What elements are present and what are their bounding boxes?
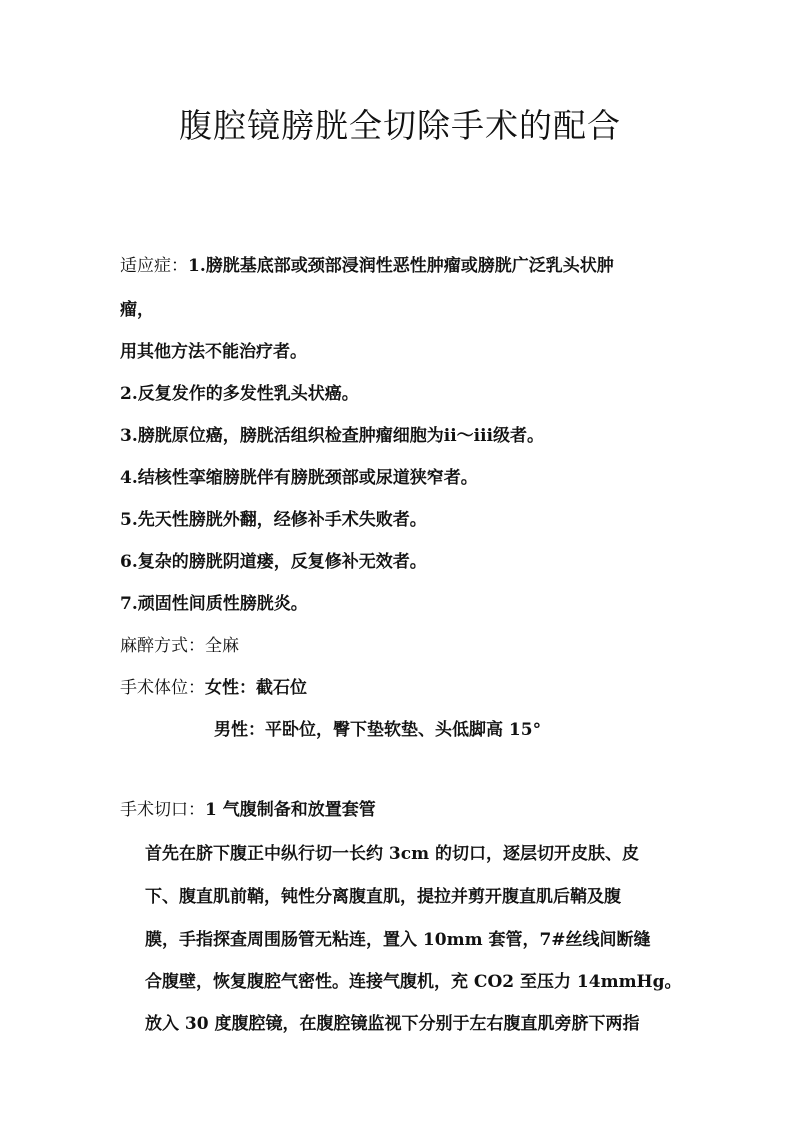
document-title: 腹腔镜膀胱全切除手术的配合 xyxy=(179,106,621,145)
indications-label: 适应症： xyxy=(120,256,188,276)
indication-item-3: 3.膀胱原位癌，膀胱活组织检查肿瘤细胞为ⅱ～ⅲ级者。 xyxy=(120,426,545,446)
indication-item-5: 5.先天性膀胱外翻，经修补手术失败者。 xyxy=(120,510,427,530)
position-male: 男性：平卧位，臀下垫软垫、头低脚高 15° xyxy=(214,720,542,740)
incision-paragraph-line: 放入 30 度腹腔镜，在腹腔镜监视下分别于左右腹直肌旁脐下两指 xyxy=(145,1014,640,1034)
position-line xyxy=(120,676,307,700)
indication-item-7: 7.顽固性间质性膀胱炎。 xyxy=(120,594,308,614)
incision-paragraph-line: 首先在脐下腹正中纵行切一长约 3cm 的切口，逐层切开皮肤、皮 xyxy=(145,844,640,864)
incision-step: 1 气腹制备和放置套管 xyxy=(205,800,376,820)
incision-paragraph-line: 下、腹直肌前鞘，钝性分离腹直肌，提拉并剪开腹直肌后鞘及腹 xyxy=(145,887,621,907)
indications-line-1 xyxy=(120,254,614,278)
anesthesia-value: 全麻 xyxy=(205,636,239,656)
indication-item-1-cont2: 用其他方法不能治疗者。 xyxy=(120,342,307,362)
indication-item-6: 6.复杂的膀胱阴道瘘，反复修补无效者。 xyxy=(120,552,427,572)
incision-label: 手术切口： xyxy=(120,800,205,820)
indication-item-4: 4.结核性挛缩膀胱伴有膀胱颈部或尿道狭窄者。 xyxy=(120,468,478,488)
incision-paragraph-line: 膜，手指探查周围肠管无粘连，置入 10mm 套管，7#丝线间断缝 xyxy=(145,930,651,950)
indication-item-2: 2.反复发作的多发性乳头状癌。 xyxy=(120,384,359,404)
anesthesia-line xyxy=(120,634,239,658)
incision-line xyxy=(120,798,376,822)
position-label: 手术体位： xyxy=(120,678,205,698)
position-female: 女性：截石位 xyxy=(205,678,307,698)
anesthesia-label: 麻醉方式： xyxy=(120,636,205,656)
indication-item-1-cont: 瘤， xyxy=(120,300,154,320)
incision-paragraph-line: 合腹壁，恢复腹腔气密性。连接气腹机，充 CO2 至压力 14mmHg。 xyxy=(145,972,682,992)
indication-item-1: 1.膀胱基底部或颈部浸润性恶性肿瘤或膀胱广泛乳头状肿 xyxy=(188,256,614,276)
